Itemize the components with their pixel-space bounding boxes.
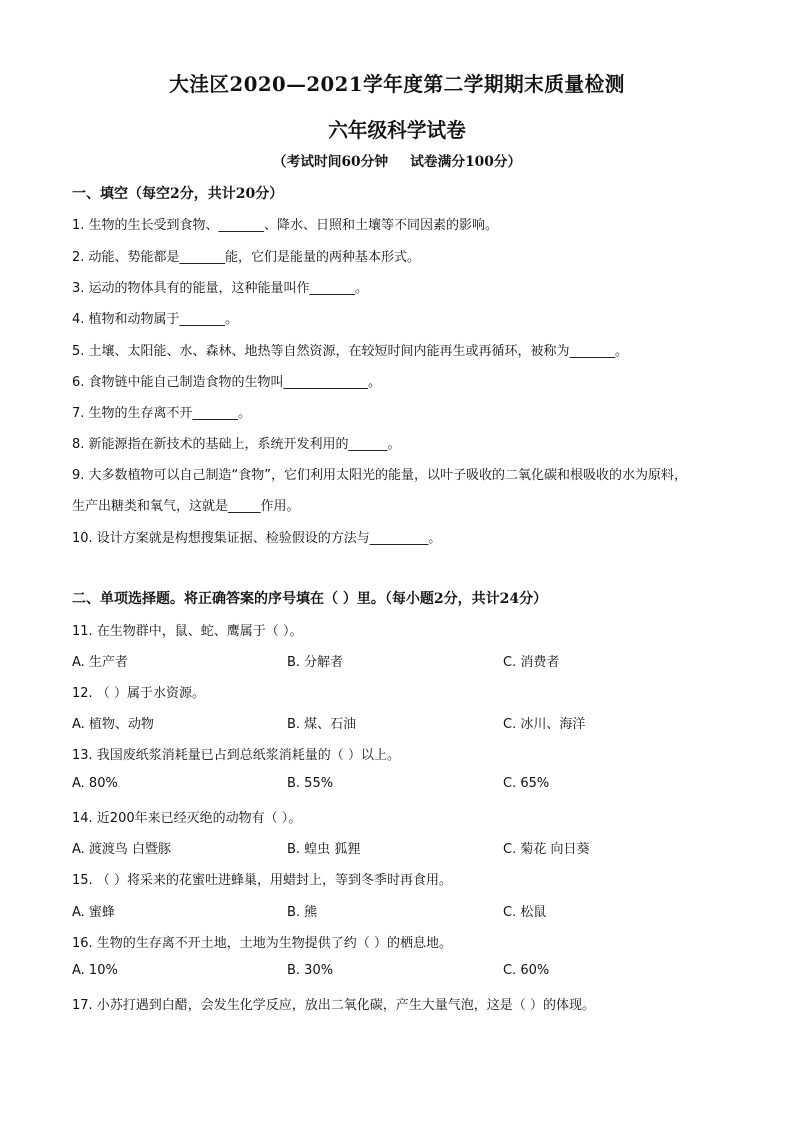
score-note: 试卷满分100分） <box>410 154 522 170</box>
question-10: 10. 设计方案就是构想搜集证据、检验假设的方法与_________。 <box>72 531 442 546</box>
section2-heading: 二、单项选择题。将正确答案的序号填在（ ）里。（每小题2分，共计24分） <box>72 591 548 607</box>
q11-option-a: A. 生产者 <box>72 655 128 670</box>
question-7: 7. 生物的生存离不开_______。 <box>72 406 252 421</box>
question-9-continued: 生产出糖类和氧气，这就是_____作用。 <box>72 499 300 514</box>
question-5: 5. 土壤、太阳能、水、森林、地热等自然资源，在较短时间内能再生或再循环，被称为_______。 <box>72 344 629 359</box>
exam-info <box>0 150 794 170</box>
question-16: 16. 生物的生存离不开土地，土地为生物提供了约（ ）的栖息地。 <box>72 936 452 951</box>
time-note: （考试时间60分钟 <box>272 154 389 170</box>
q14-option-a: A. 渡渡鸟 白暨豚 <box>72 842 172 857</box>
question-4: 4. 植物和动物属于_______。 <box>72 312 239 327</box>
question-6: 6. 食物链中能自己制造食物的生物叫_____________。 <box>72 375 382 390</box>
question-8: 8. 新能源指在新技术的基础上，系统开发利用的______。 <box>72 437 401 452</box>
q13-option-c: C. 65% <box>503 776 550 791</box>
question-17: 17. 小苏打遇到白醋，会发生化学反应，放出二氧化碳，产生大量气泡，这是（ ）的体现。 <box>72 998 595 1013</box>
question-3: 3. 运动的物体具有的能量，这种能量叫作_______。 <box>72 281 369 296</box>
q11-option-c: C. 消费者 <box>503 655 560 670</box>
question-12: 12. （ ）属于水资源。 <box>72 686 205 701</box>
question-14: 14. 近200年来已经灭绝的动物有（ ）。 <box>72 811 302 826</box>
q15-option-b: B. 熊 <box>287 905 318 920</box>
q12-option-a: A. 植物、动物 <box>72 717 154 732</box>
question-2: 2. 动能、势能都是_______能，它们是能量的两种基本形式。 <box>72 250 421 265</box>
exam-subtitle: 六年级科学试卷 <box>328 119 466 142</box>
q14-option-b: B. 蝗虫 狐狸 <box>287 842 361 857</box>
q15-option-c: C. 松鼠 <box>503 905 547 920</box>
question-9: 9. 大多数植物可以自己制造“食物”，它们利用太阳光的能量，以叶子吸收的二氧化碳和根吸收的水为原料， <box>72 468 688 483</box>
q12-option-c: C. 冰川、海洋 <box>503 717 586 732</box>
q12-option-b: B. 煤、石油 <box>287 717 357 732</box>
q15-option-a: A. 蜜蜂 <box>72 905 115 920</box>
section1-heading: 一、填空（每空2分，共计20分） <box>72 186 284 202</box>
q16-option-a: A. 10% <box>72 963 118 978</box>
question-15: 15. （ ）将采来的花蜜吐进蜂巢，用蜡封上，等到冬季时再食用。 <box>72 873 452 888</box>
q14-option-c: C. 菊花 向日葵 <box>503 842 590 857</box>
question-1: 1. 生物的生长受到食物、_______、降水、日照和土壤等不同因素的影响。 <box>72 218 499 233</box>
q13-option-a: A. 80% <box>72 776 118 791</box>
q13-option-b: B. 55% <box>287 776 334 791</box>
q16-option-c: C. 60% <box>503 963 550 978</box>
q16-option-b: B. 30% <box>287 963 334 978</box>
question-13: 13. 我国废纸浆消耗量已占到总纸浆消耗量的（ ）以上。 <box>72 748 400 763</box>
q11-option-b: B. 分解者 <box>287 655 344 670</box>
question-11: 11. 在生物群中，鼠、蛇、鹰属于（ ）。 <box>72 624 303 639</box>
exam-title: 大洼区2020—2021学年度第二学期期末质量检测 <box>169 73 625 96</box>
